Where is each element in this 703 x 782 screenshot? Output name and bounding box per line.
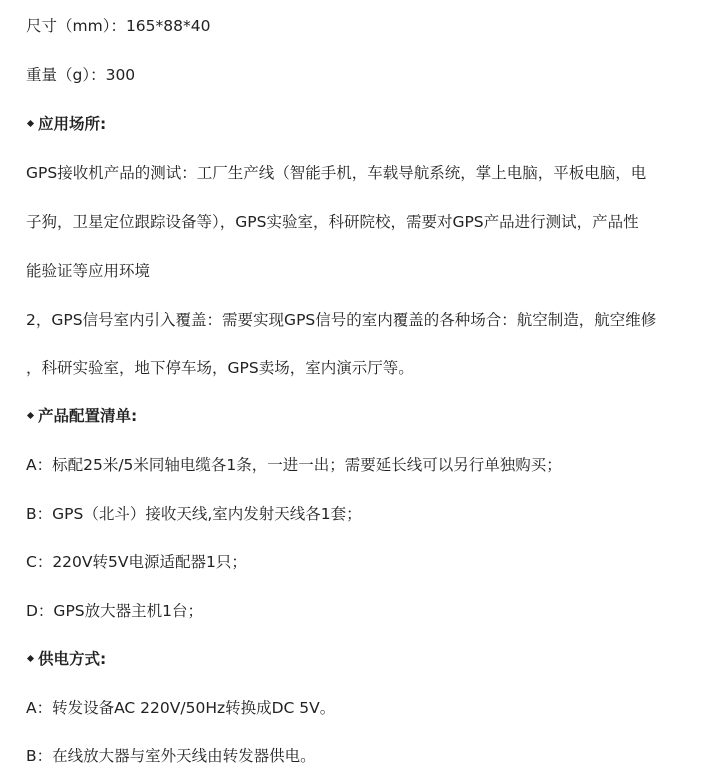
section-heading-config-list [26, 405, 693, 427]
weight-spec: 重量（g）：300 [26, 66, 136, 84]
size-spec: 尺寸（mm）：165*88*40 [26, 17, 211, 35]
diamond-bullet-icon [27, 120, 34, 127]
config-item-b: B：GPS（北斗）接收天线,室内发射天线各1套； [26, 505, 362, 523]
power-item-b: B：在线放大器与室外天线由转发器供电。 [26, 747, 316, 765]
power-item-a: A：转发设备AC 220V/50Hz转换成DC 5V。 [26, 699, 336, 717]
section-heading-text: 供电方式: [38, 650, 107, 668]
diamond-bullet-icon [27, 655, 34, 662]
paragraph-line: 2，GPS信号室内引入覆盖：需要实现GPS信号的室内覆盖的各种场合：航空制造，航空维修 [26, 311, 657, 329]
paragraph-line: 能验证等应用环境 [26, 262, 151, 280]
config-item-d: D：GPS放大器主机1台； [26, 602, 203, 620]
paragraph-line: ，科研实验室，地下停车场，GPS卖场，室内演示厅等。 [26, 359, 414, 377]
config-item-a: A：标配25米/5米同轴电缆各1条，一进一出；需要延长线可以另行单独购买； [26, 456, 562, 474]
section-heading-text: 产品配置清单: [38, 407, 138, 425]
section-heading-application [26, 113, 693, 135]
paragraph-line: 子狗，卫星定位跟踪设备等），GPS实验室，科研院校，需要对GPS产品进行测试，产品性 [26, 213, 639, 231]
diamond-bullet-icon [27, 412, 34, 419]
paragraph-line: GPS接收机产品的测试：工厂生产线（智能手机，车载导航系统，掌上电脑，平板电脑，电 [26, 164, 647, 182]
config-item-c: C：220V转5V电源适配器1只； [26, 553, 247, 571]
section-heading-power [26, 648, 693, 670]
section-heading-text: 应用场所: [38, 115, 107, 133]
